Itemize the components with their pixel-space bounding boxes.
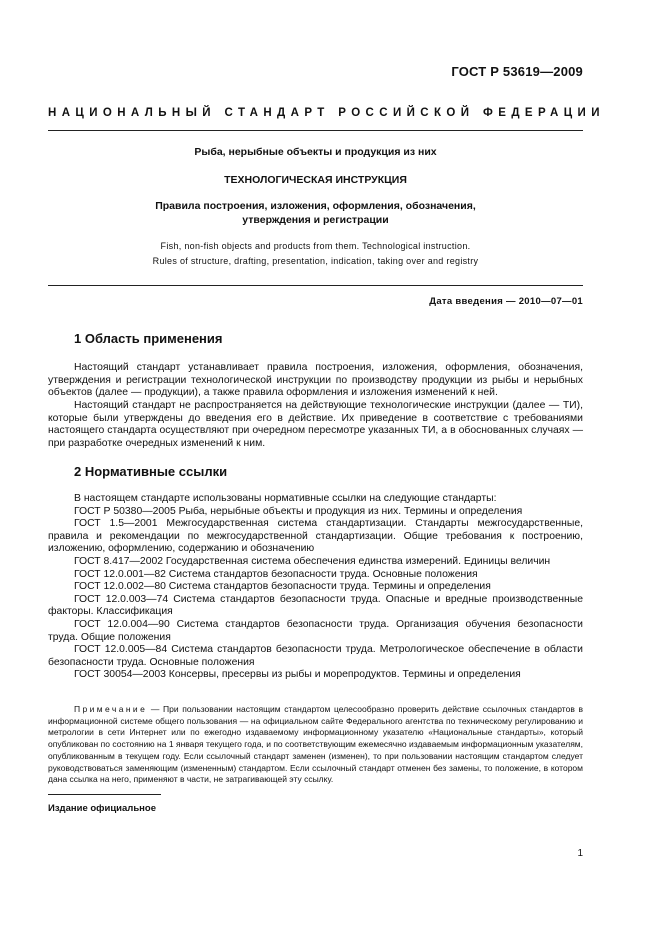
title-rule bbox=[48, 285, 583, 286]
edition-label: Издание официальное bbox=[48, 803, 156, 814]
reference-item: ГОСТ 12.0.003—74 Система стандартов безопасности труда. Опасные и вредные производственные факторы. Классификация bbox=[48, 593, 583, 618]
national-standard-banner: НАЦИОНАЛЬНЫЙ СТАНДАРТ РОССИЙСКОЙ ФЕДЕРАЦИИ bbox=[48, 107, 605, 119]
reference-item: ГОСТ Р 50380—2005 Рыба, нерыбные объекты и продукция из них. Термины и определения bbox=[74, 505, 523, 517]
reference-item: ГОСТ 12.0.002—80 Система стандартов безопасности труда. Термины и определения bbox=[74, 581, 491, 593]
title-subtitle-line2: утверждения и регистрации bbox=[242, 214, 389, 226]
reference-item: ГОСТ 12.0.001—82 Система стандартов безопасности труда. Основные положения bbox=[74, 568, 478, 580]
reference-item: ГОСТ 30054—2003 Консервы, пресервы из рыбы и морепродуктов. Термины и определения bbox=[74, 669, 521, 681]
header-rule bbox=[48, 130, 583, 131]
section1-heading: 1 Область применения bbox=[74, 331, 223, 346]
introduction-date: Дата введения — 2010—07—01 bbox=[429, 296, 583, 307]
page-number: 1 bbox=[577, 848, 583, 859]
title-main: ТЕХНОЛОГИЧЕСКАЯ ИНСТРУКЦИЯ bbox=[224, 174, 407, 186]
title-subject: Рыба, нерыбные объекты и продукция из них bbox=[194, 146, 437, 158]
references-list bbox=[48, 493, 583, 682]
section1-paragraph-1: Настоящий стандарт устанавливает правила построения, изложения, оформления, обозначения, утверждения и регистрации технологической инструкции по производству продукции из рыбы и нерыбных объектов (далее — продукции), а также правила оформления и изложения изменений к ней. bbox=[48, 362, 583, 399]
references-intro: В настоящем стандарте использованы нормативные ссылки на следующие стандарты: bbox=[74, 493, 497, 504]
title-english-line2: Rules of structure, drafting, presentation, indication, taking over and registry bbox=[152, 256, 479, 266]
section2-heading: 2 Нормативные ссылки bbox=[74, 464, 228, 479]
note-block bbox=[48, 704, 583, 786]
reference-item: ГОСТ 12.0.005—84 Система стандартов безопасности труда. Метрологическое обеспечение в области безопасности труда. Основные положения bbox=[48, 644, 583, 668]
reference-item: ГОСТ 1.5—2001 Межгосударственная система стандартизации. Стандарты межгосударственные, правила и рекомендации по межгосударственной стандартизации. Общие требования к построению, изложению, оформлению, содержанию и обозначению bbox=[48, 518, 583, 555]
section1-paragraph-2: Настоящий стандарт не распространяется на действующие технологические инструкции (далее — ТИ), которые были утверждены до введения его в действие. Их приведение в соответствие с требованиями настоящего стандарта осуществляют при очередном пересмотре указанных ТИ, а в обоснованных случаях — при разработке очередных изменений к ним. bbox=[48, 400, 583, 449]
reference-item: ГОСТ 12.0.004—90 Система стандартов безопасности труда. Организация обучения безопасности труда. Общие положения bbox=[48, 618, 583, 643]
note-text: — При пользовании настоящим стандартом целесообразно проверить действие ссылочных стандартов в информационной системе общего пользования — на официальном сайте Федерального агентства по техническому регулированию и метрологии в сети Интернет или по ежегодно издаваемому информационному указателю «Национальные стандарты», который опубликован по состоянию на 1 января текущего года, и по соответствующим ежемесячно издаваемым информационным указателям, опубликованным в текущем году. Если ссылочный стандарт заменен (изменен), то при пользовании настоящим стандартом следует руководствоваться заменяющим (измененным) стандартом. Если ссылочный стандарт отменен без замены, то положение, в котором дана ссылка на него, применяют в части, не затрагивающей эту ссылку. bbox=[48, 704, 583, 785]
document-number: ГОСТ Р 53619—2009 bbox=[451, 64, 583, 79]
title-english-line1: Fish, non-fish objects and products from them. Technological instruction. bbox=[160, 241, 471, 251]
title-subtitle-line1: Правила построения, изложения, оформления, обозначения, bbox=[155, 200, 476, 212]
note-label: Примечание bbox=[74, 704, 148, 714]
footer-rule bbox=[48, 794, 161, 795]
reference-item: ГОСТ 8.417—2002 Государственная система обеспечения единства измерений. Единицы величин bbox=[74, 555, 551, 567]
title-subtitle bbox=[48, 199, 583, 227]
